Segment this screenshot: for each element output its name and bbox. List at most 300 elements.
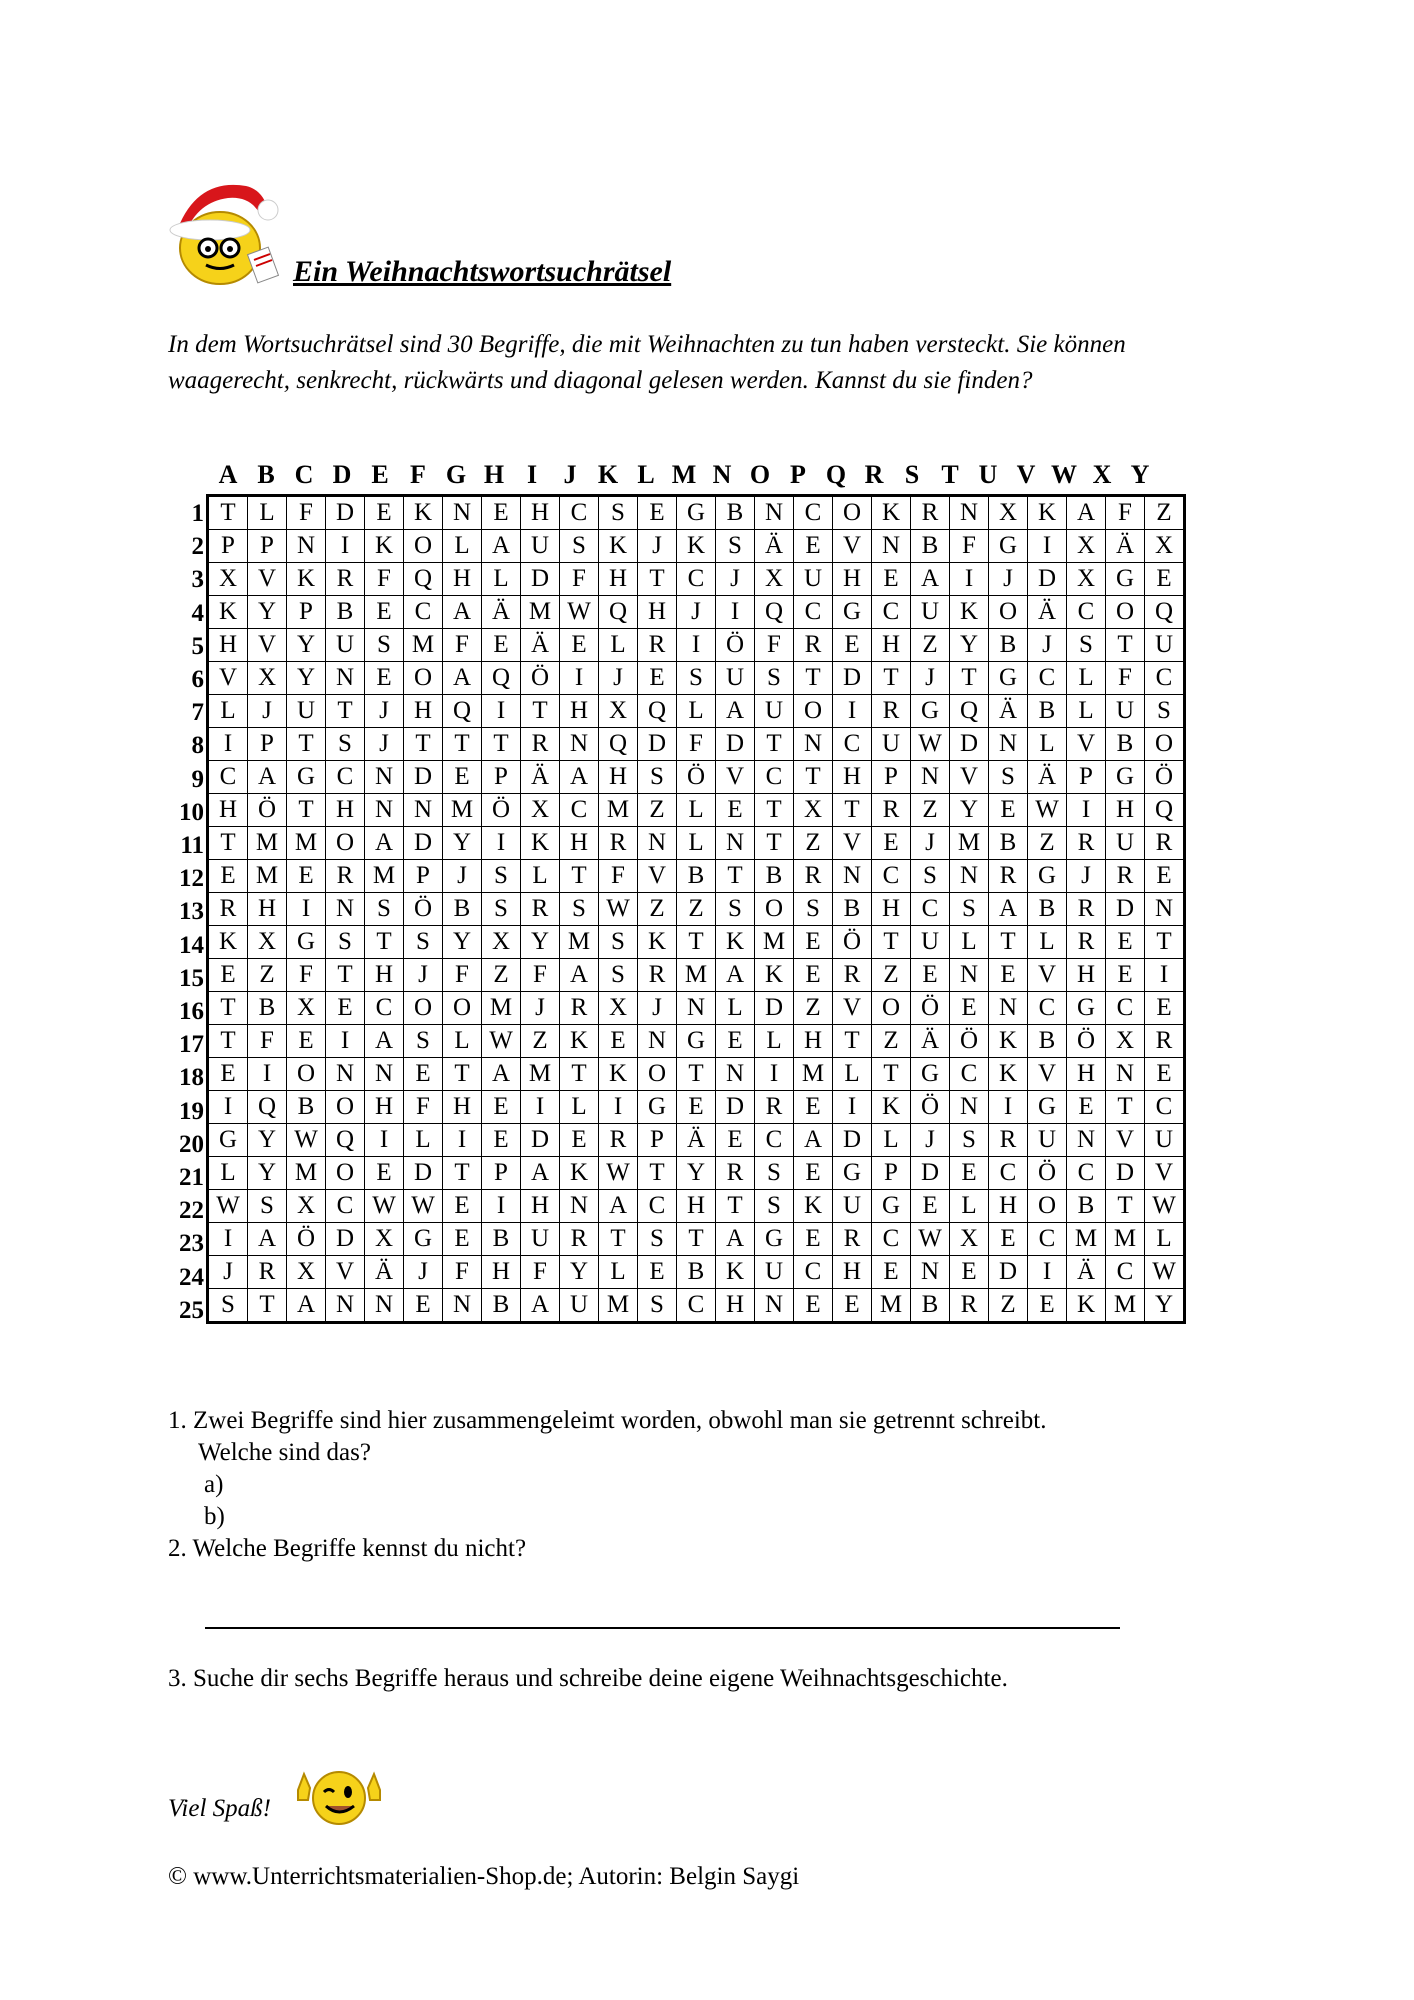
grid-cell: I [950, 563, 989, 596]
grid-cell: U [1028, 1124, 1067, 1157]
grid-cell: B [677, 860, 716, 893]
grid-cell: M [872, 1289, 911, 1323]
grid-cell: E [1067, 1091, 1106, 1124]
grid-cell: T [365, 926, 404, 959]
grid-cell: E [1145, 992, 1185, 1025]
row-label: 21 [179, 1164, 204, 1191]
grid-cell: V [326, 1256, 365, 1289]
grid-cell: R [794, 629, 833, 662]
grid-cell: M [1106, 1289, 1145, 1323]
grid-cell: G [404, 1223, 443, 1256]
grid-cell: Ö [716, 629, 755, 662]
grid-cell: S [560, 530, 599, 563]
grid-cell: T [443, 728, 482, 761]
grid-row [208, 662, 1185, 695]
grid-cell: T [287, 794, 326, 827]
grid-cell: K [560, 1157, 599, 1190]
grid-cell: E [1145, 860, 1185, 893]
grid-cell: Ä [911, 1025, 950, 1058]
grid-cell: U [560, 1289, 599, 1323]
grid-cell: E [404, 1289, 443, 1323]
grid-cell: R [950, 1289, 989, 1323]
grid-cell: M [1067, 1223, 1106, 1256]
grid-cell: I [287, 893, 326, 926]
grid-cell: L [1028, 926, 1067, 959]
grid-row [208, 1124, 1185, 1157]
grid-cell: T [755, 827, 794, 860]
grid-cell: Q [950, 695, 989, 728]
grid-cell: P [482, 1157, 521, 1190]
grid-cell: N [404, 794, 443, 827]
grid-cell: D [989, 1256, 1028, 1289]
grid-cell: I [755, 1058, 794, 1091]
grid-cell: F [1106, 662, 1145, 695]
grid-cell: N [287, 530, 326, 563]
grid-cell: C [794, 1256, 833, 1289]
grid-cell: C [1145, 662, 1185, 695]
grid-cell: O [872, 992, 911, 1025]
grid-cell: E [1106, 926, 1145, 959]
column-label: N [712, 460, 732, 489]
grid-cell: J [443, 860, 482, 893]
grid-cell: D [755, 992, 794, 1025]
column-label: Q [825, 460, 847, 489]
grid-cell: N [833, 860, 872, 893]
grid-cell: N [755, 1289, 794, 1323]
grid-cell: Y [248, 596, 287, 629]
grid-cell: M [794, 1058, 833, 1091]
grid-cell: I [599, 1091, 638, 1124]
grid-cell: R [1106, 860, 1145, 893]
grid-row [208, 794, 1185, 827]
grid-cell: W [482, 1025, 521, 1058]
grid-cell: G [872, 1190, 911, 1223]
grid-cell: Z [482, 959, 521, 992]
grid-cell: E [872, 563, 911, 596]
grid-cell: G [755, 1223, 794, 1256]
grid-cell: T [482, 728, 521, 761]
grid-cell: Q [638, 695, 677, 728]
grid-row [208, 1289, 1185, 1323]
grid-cell: Y [1145, 1289, 1185, 1323]
grid-cell: O [443, 992, 482, 1025]
grid-cell: E [1028, 1289, 1067, 1323]
grid-cell: S [755, 1157, 794, 1190]
grid-cell: Z [872, 1025, 911, 1058]
grid-cell: B [1028, 695, 1067, 728]
answer-label-b: b) [204, 1503, 225, 1530]
grid-cell: E [716, 1124, 755, 1157]
grid-cell: E [716, 794, 755, 827]
grid-cell: E [794, 926, 833, 959]
column-label: S [904, 460, 920, 489]
grid-cell: F [560, 563, 599, 596]
grid-cell: E [794, 1223, 833, 1256]
grid-cell: P [208, 530, 248, 563]
grid-cell: T [872, 1058, 911, 1091]
grid-cell: W [911, 728, 950, 761]
grid-cell: S [716, 530, 755, 563]
grid-cell: P [404, 860, 443, 893]
grid-cell: R [599, 827, 638, 860]
grid-cell: M [482, 992, 521, 1025]
grid-cell: C [365, 992, 404, 1025]
grid-cell: E [833, 1289, 872, 1323]
grid-cell: G [1106, 761, 1145, 794]
grid-cell: C [326, 761, 365, 794]
grid-cell: S [326, 728, 365, 761]
grid-cell: I [208, 728, 248, 761]
grid-cell: Ö [1145, 761, 1185, 794]
grid-cell: W [1145, 1190, 1185, 1223]
grid-cell: R [989, 860, 1028, 893]
grid-cell: D [716, 1091, 755, 1124]
grid-cell: Ä [1106, 530, 1145, 563]
grid-cell: A [716, 959, 755, 992]
grid-cell: B [248, 992, 287, 1025]
grid-cell: Ö [1028, 1157, 1067, 1190]
grid-cell: K [716, 1256, 755, 1289]
grid-cell: A [248, 761, 287, 794]
grid-cell: M [404, 629, 443, 662]
grid-cell: Ä [677, 1124, 716, 1157]
grid-cell: I [560, 662, 599, 695]
grid-cell: E [872, 827, 911, 860]
grid-cell: U [911, 596, 950, 629]
grid-cell: P [872, 761, 911, 794]
grid-cell: C [1028, 992, 1067, 1025]
grid-cell: R [911, 496, 950, 530]
row-label: 6 [191, 666, 204, 693]
grid-cell: A [560, 959, 599, 992]
grid-cell: R [989, 1124, 1028, 1157]
grid-cell: Ä [989, 695, 1028, 728]
grid-cell: Z [794, 827, 833, 860]
row-label: 13 [179, 898, 204, 926]
grid-cell: A [287, 1289, 326, 1323]
grid-cell: N [365, 1058, 404, 1091]
grid-cell: S [248, 1190, 287, 1223]
grid-cell: K [638, 926, 677, 959]
grid-cell: D [833, 1124, 872, 1157]
grid-cell: H [521, 496, 560, 530]
question-1: 1. Zwei Begriffe sind hier zusammengeleimt worden, obwohl man sie getrennt schreibt. [168, 1407, 1047, 1434]
grid-cell: C [404, 596, 443, 629]
grid-cell: I [1067, 794, 1106, 827]
grid-cell: G [1028, 1091, 1067, 1124]
grid-cell: T [404, 728, 443, 761]
grid-cell: T [950, 662, 989, 695]
grid-cell: S [755, 1190, 794, 1223]
grid-cell: S [989, 761, 1028, 794]
grid-row [208, 1058, 1185, 1091]
grid-cell: E [208, 1058, 248, 1091]
santa-smiley-icon [168, 170, 288, 290]
page-title: Ein Weihnachtswortsuchrätsel [293, 255, 672, 288]
grid-cell: P [248, 728, 287, 761]
grid-cell: A [716, 1223, 755, 1256]
grid-cell: E [443, 1190, 482, 1223]
grid-cell: U [287, 695, 326, 728]
copyright-footer: © www.Unterrichtsmaterialien-Shop.de; Autorin: Belgin Saygi [168, 1863, 800, 1890]
grid-cell: Z [911, 794, 950, 827]
grid-cell: V [833, 827, 872, 860]
grid-cell: R [1145, 1025, 1185, 1058]
grid-cell: A [794, 1124, 833, 1157]
grid-cell: C [1106, 1256, 1145, 1289]
grid-cell: N [638, 827, 677, 860]
grid-cell: P [248, 530, 287, 563]
grid-cell: H [443, 563, 482, 596]
grid-cell: M [677, 959, 716, 992]
grid-row [208, 563, 1185, 596]
grid-cell: X [482, 926, 521, 959]
row-label: 12 [179, 865, 204, 893]
grid-cell: E [911, 959, 950, 992]
grid-cell: T [833, 794, 872, 827]
grid-cell: Z [989, 1289, 1028, 1323]
grid-cell: D [1028, 563, 1067, 596]
grid-cell: Q [1145, 794, 1185, 827]
column-label: U [978, 460, 998, 489]
grid-cell: O [1028, 1190, 1067, 1223]
grid-cell: H [794, 1025, 833, 1058]
grid-cell: Ä [755, 530, 794, 563]
grid-cell: I [208, 1091, 248, 1124]
grid-cell: V [1067, 728, 1106, 761]
grid-cell: F [1106, 496, 1145, 530]
grid-cell: H [1067, 959, 1106, 992]
row-label: 18 [179, 1064, 204, 1092]
intro-text: In dem Wortsuchrätsel sind 30 Begriffe, die mit Weihnachten zu tun haben versteckt. Sie können waagerecht, senkrecht, rückwärts und diagonal gelesen werden. Kannst du sie finden? [168, 331, 1126, 394]
grid-cell: N [365, 1289, 404, 1323]
grid-cell: U [326, 629, 365, 662]
grid-cell: T [248, 1289, 287, 1323]
grid-cell: K [1067, 1289, 1106, 1323]
grid-cell: V [638, 860, 677, 893]
grid-cell: Q [248, 1091, 287, 1124]
grid-cell: N [911, 1256, 950, 1289]
grid-cell: U [1145, 1124, 1185, 1157]
grid-cell: D [950, 728, 989, 761]
grid-cell: C [872, 1223, 911, 1256]
grid-cell: T [326, 695, 365, 728]
grid-cell: B [677, 1256, 716, 1289]
grid-cell: E [443, 761, 482, 794]
grid-cell: R [560, 992, 599, 1025]
grid-cell: Z [794, 992, 833, 1025]
grid-cell: E [560, 629, 599, 662]
grid-cell: F [404, 1091, 443, 1124]
grid-cell: Y [521, 926, 560, 959]
grid-row [208, 860, 1185, 893]
grid-cell: T [872, 662, 911, 695]
question-2: 2. Welche Begriffe kennst du nicht? [168, 1535, 527, 1562]
grid-cell: G [989, 662, 1028, 695]
answer-label-a: a) [204, 1471, 224, 1498]
grid-cell: H [989, 1190, 1028, 1223]
grid-row [208, 827, 1185, 860]
grid-cell: C [560, 496, 599, 530]
grid-cell: M [521, 596, 560, 629]
grid-cell: K [208, 926, 248, 959]
grid-cell: O [326, 1091, 365, 1124]
grid-cell: T [638, 1157, 677, 1190]
grid-row [208, 992, 1185, 1025]
grid-cell: D [911, 1157, 950, 1190]
grid-cell: N [1145, 893, 1185, 926]
grid-cell: H [208, 794, 248, 827]
grid-cell: G [833, 1157, 872, 1190]
column-label: P [790, 460, 806, 489]
grid-cell: C [326, 1190, 365, 1223]
grid-cell: L [208, 1157, 248, 1190]
row-label: 16 [179, 998, 204, 1025]
grid-cell: J [248, 695, 287, 728]
grid-cell: E [794, 959, 833, 992]
grid-cell: K [794, 1190, 833, 1223]
grid-cell: X [287, 992, 326, 1025]
grid-row [208, 1025, 1185, 1058]
grid-cell: I [677, 629, 716, 662]
grid-cell: T [677, 1223, 716, 1256]
grid-cell: U [1106, 695, 1145, 728]
column-label: T [941, 460, 959, 489]
grid-cell: D [404, 761, 443, 794]
grid-cell: L [1067, 695, 1106, 728]
column-label: L [637, 460, 655, 489]
grid-cell: A [365, 827, 404, 860]
grid-cell: Y [677, 1157, 716, 1190]
grid-cell: J [716, 563, 755, 596]
grid-cell: H [599, 761, 638, 794]
grid-cell: W [1145, 1256, 1185, 1289]
grid-cell: E [365, 596, 404, 629]
grid-cell: Z [677, 893, 716, 926]
grid-cell: D [521, 563, 560, 596]
grid-cell: F [365, 563, 404, 596]
grid-cell: N [638, 1025, 677, 1058]
grid-cell: L [677, 695, 716, 728]
grid-cell: F [950, 530, 989, 563]
grid-cell: R [1067, 827, 1106, 860]
grid-cell: E [560, 1124, 599, 1157]
grid-cell: U [872, 728, 911, 761]
grid-cell: O [833, 496, 872, 530]
grid-cell: T [443, 1058, 482, 1091]
grid-cell: M [599, 794, 638, 827]
grid-cell: T [1106, 1091, 1145, 1124]
grid-cell: L [482, 563, 521, 596]
grid-cell: D [326, 1223, 365, 1256]
grid-cell: S [599, 496, 638, 530]
column-label: H [483, 460, 505, 489]
grid-cell: E [404, 1058, 443, 1091]
grid-cell: A [521, 1157, 560, 1190]
grid-cell: E [716, 1025, 755, 1058]
grid-cell: N [365, 761, 404, 794]
grid-cell: A [599, 1190, 638, 1223]
grid-cell: Ö [1067, 1025, 1106, 1058]
grid-row [208, 728, 1185, 761]
grid-cell: L [521, 860, 560, 893]
column-label: F [410, 460, 426, 489]
grid-cell: G [911, 695, 950, 728]
grid-cell: Q [599, 728, 638, 761]
grid-cell: U [833, 1190, 872, 1223]
grid-cell: J [1028, 629, 1067, 662]
grid-cell: E [482, 1091, 521, 1124]
grid-cell: E [911, 1190, 950, 1223]
grid-cell: R [872, 695, 911, 728]
grid-cell: M [287, 1157, 326, 1190]
grid-cell: V [1028, 959, 1067, 992]
grid-cell: R [599, 1124, 638, 1157]
grid-cell: N [677, 992, 716, 1025]
row-label: 5 [191, 632, 204, 660]
grid-cell: X [248, 926, 287, 959]
grid-cell: H [208, 629, 248, 662]
grid-cell: Q [755, 596, 794, 629]
grid-cell: E [1106, 959, 1145, 992]
grid-cell: I [482, 827, 521, 860]
grid-cell: N [989, 728, 1028, 761]
grid-cell: S [482, 893, 521, 926]
row-label: 23 [179, 1230, 204, 1258]
grid-cell: Y [560, 1256, 599, 1289]
grid-cell: R [1067, 926, 1106, 959]
grid-cell: G [833, 596, 872, 629]
grid-cell: S [677, 662, 716, 695]
grid-cell: X [1145, 530, 1185, 563]
grid-cell: X [248, 662, 287, 695]
grid-cell: B [716, 496, 755, 530]
grid-cell: U [521, 1223, 560, 1256]
column-label: G [445, 460, 467, 489]
grid-cell: W [287, 1124, 326, 1157]
grid-cell: H [1067, 1058, 1106, 1091]
grid-cell: Ö [404, 893, 443, 926]
grid-cell: K [950, 596, 989, 629]
grid-cell: P [872, 1157, 911, 1190]
grid-cell: H [872, 893, 911, 926]
grid-row [208, 761, 1185, 794]
grid-cell: U [911, 926, 950, 959]
row-label: 14 [179, 931, 204, 959]
grid-row [208, 1157, 1185, 1190]
grid-cell: C [208, 761, 248, 794]
grid-cell: L [1145, 1223, 1185, 1256]
grid-cell: V [1145, 1157, 1185, 1190]
grid-cell: K [560, 1025, 599, 1058]
grid-cell: S [638, 1223, 677, 1256]
grid-cell: K [677, 530, 716, 563]
grid-cell: H [599, 563, 638, 596]
grid-cell: C [1106, 992, 1145, 1025]
grid-cell: L [404, 1124, 443, 1157]
grid-cell: S [1145, 695, 1185, 728]
grid-cell: M [560, 926, 599, 959]
grid-cell: M [443, 794, 482, 827]
grid-cell: R [560, 1223, 599, 1256]
grid-cell: A [521, 1289, 560, 1323]
grid-cell: C [1028, 1223, 1067, 1256]
grid-cell: J [989, 563, 1028, 596]
grid-cell: G [1067, 992, 1106, 1025]
grid-row [208, 596, 1185, 629]
grid-cell: Y [443, 926, 482, 959]
grid-cell: S [911, 860, 950, 893]
